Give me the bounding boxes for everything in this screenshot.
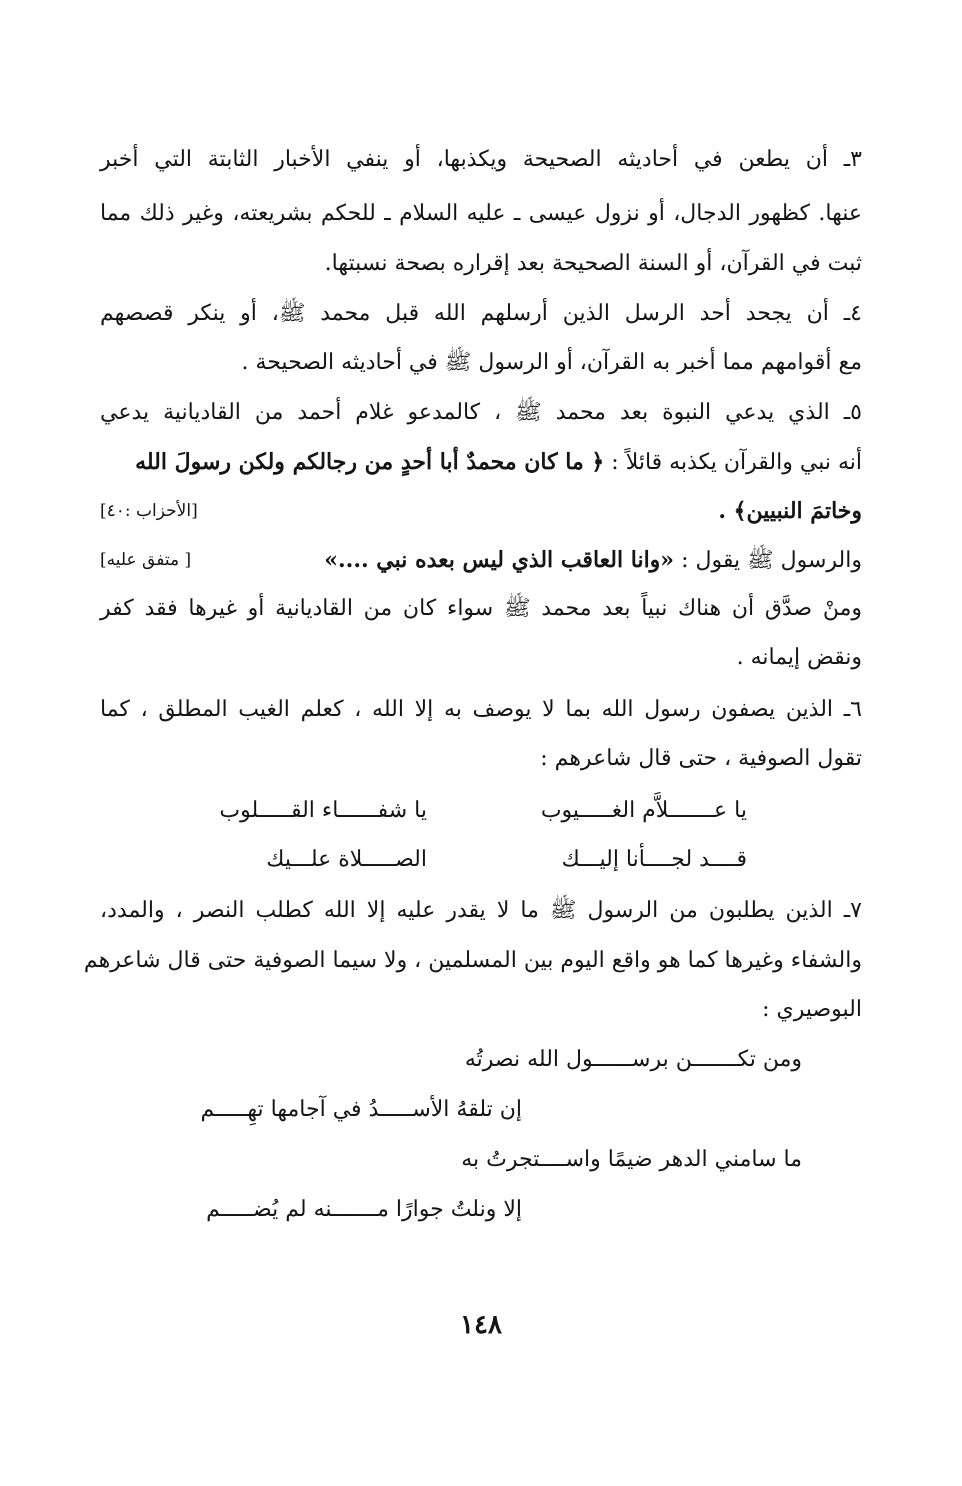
poem-line: إلا ونلتُ جوارًا مـــــــنه لم يُضـــــم — [206, 1197, 522, 1222]
page-number: ١٤٨ — [460, 1310, 502, 1340]
text-run: والرسول ﷺ يقول : — [681, 548, 862, 573]
text-line: ومنْ صدَّق أن هناك نبياً بعد محمد ﷺ سواء كان من القاديانية أو غيرها فقد كفر — [100, 596, 862, 621]
poem-hemistich: يا عـــــــلاَّم الغـــــيوب — [540, 798, 747, 823]
quran-verse: ﴿ ما كان محمدٌ أبا أحدٍ من رجالكم ولكن رسولَ الله — [135, 449, 605, 475]
poem-line: ومن تكـــــــن برســــــول الله نصرتُه — [464, 1047, 802, 1072]
poem-line: ما سامني الدهر ضيمًا واســــتجرتُ به — [461, 1147, 802, 1172]
poem-hemistich: الصـــــلاة علـــيك — [266, 847, 427, 872]
text-line: ٦ـ الذين يصفون رسول الله بما لا يوصف به إلا الله ، كعلم الغيب المطلق ، كما — [100, 697, 862, 722]
text-line: عنها. كظهور الدجال، أو نزول عيسى ـ عليه السلام ـ للحكم بشريعته، وغير ذلك مما — [100, 201, 862, 226]
text-line — [135, 447, 862, 477]
text-line: مع أقوامهم مما أخبر به القرآن، أو الرسول ﷺ في أحاديثه الصحيحة . — [241, 350, 862, 375]
text-line: ٤ـ أن يجحد أحد الرسل الذين أرسلهم الله قبل محمد ﷺ، أو ينكر قصصهم — [100, 301, 862, 326]
poem-hemistich: يا شفــــــاء القـــــلوب — [219, 798, 427, 823]
text-line — [324, 545, 862, 575]
text-line: تقول الصوفية ، حتى قال شاعرهم : — [540, 746, 862, 771]
verse-reference: [الأحزاب :٤٠] — [100, 501, 198, 521]
poem-line: إن تلقهُ الأســـــدُ في آجامها تهِـــــم — [200, 1097, 522, 1122]
text-line: والشفاء وغيرها كما هو واقع اليوم بين المسلمين ، ولا سيما الصوفية حتى قال شاعرهم — [83, 948, 862, 973]
text-line: ٧ـ الذين يطلبون من الرسول ﷺ ما لا يقدر عليه إلا الله كطلب النصر ، والمدد، — [100, 898, 862, 923]
text-line: ونقض إيمانه . — [736, 645, 862, 670]
text-run: أنه نبي والقرآن يكذبه قائلاً : — [611, 450, 862, 475]
text-line: البوصيري : — [762, 997, 862, 1022]
hadith-quote: «وانا العاقب الذي ليس بعده نبي ....» — [324, 547, 675, 573]
hadith-reference: [ متفق عليه] — [100, 550, 192, 570]
text-line: ٣ـ أن يطعن في أحاديثه الصحيحة ويكذبها، أو ينفي الأخبار الثابتة التي أخبر — [100, 147, 862, 172]
text-line: ٥ـ الذي يدعي النبوة بعد محمد ﷺ ، كالمدعو غلام أحمد من القاديانية يدعي — [100, 400, 862, 425]
quran-verse-continued: وخاتمَ النبيين﴾ . — [718, 498, 862, 524]
poem-hemistich: قــــد لجــــأنا إليـــك — [561, 847, 747, 872]
text-line: ثبت في القرآن، أو السنة الصحيحة بعد إقراره بصحة نسبتها. — [324, 251, 862, 276]
